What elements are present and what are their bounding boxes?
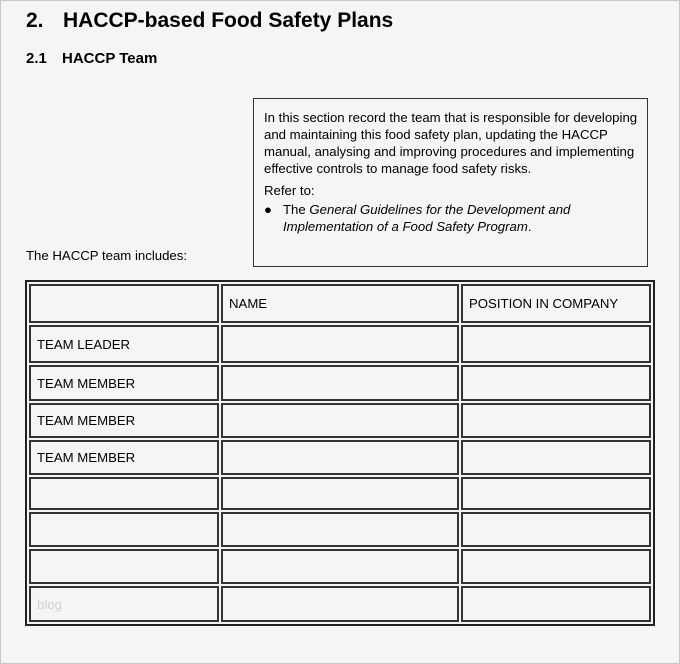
table-row bbox=[29, 365, 651, 401]
name-cell[interactable] bbox=[221, 403, 459, 438]
instruction-text: In this section record the team that is responsible for developing and maintaining this food safety plan, updating the HACCP manual, analysing and improving procedures and implementing effective controls to manage food safety risks. bbox=[264, 110, 638, 176]
role-cell: TEAM MEMBER bbox=[29, 440, 219, 475]
name-cell[interactable] bbox=[221, 440, 459, 475]
name-cell[interactable] bbox=[221, 325, 459, 363]
table-row bbox=[29, 440, 651, 475]
role-cell[interactable] bbox=[29, 512, 219, 547]
header-cell-name: NAME bbox=[221, 284, 459, 323]
instruction-box bbox=[253, 98, 648, 267]
table-row bbox=[29, 325, 651, 363]
watermark-text: blog bbox=[29, 586, 219, 622]
table-row bbox=[29, 586, 651, 622]
subsection-number: 2.1 bbox=[26, 50, 47, 67]
table-row bbox=[29, 512, 651, 547]
role-cell[interactable] bbox=[29, 477, 219, 510]
reference-title: General Guidelines for the Development and Implementation of a Food Safety Program bbox=[283, 202, 571, 234]
bullet-icon: ● bbox=[264, 202, 272, 217]
subsection-heading bbox=[26, 50, 157, 67]
name-cell[interactable] bbox=[221, 549, 459, 584]
role-cell: TEAM MEMBER bbox=[29, 365, 219, 401]
position-cell[interactable] bbox=[461, 586, 651, 622]
section-number: 2. bbox=[26, 9, 44, 32]
role-cell: TEAM LEADER bbox=[29, 325, 219, 363]
haccp-team-table bbox=[25, 280, 655, 626]
header-cell-role bbox=[29, 284, 219, 323]
table-row bbox=[29, 477, 651, 510]
position-cell[interactable] bbox=[461, 512, 651, 547]
name-cell[interactable] bbox=[221, 477, 459, 510]
role-cell: TEAM MEMBER bbox=[29, 403, 219, 438]
refer-to-label: Refer to: bbox=[264, 183, 315, 198]
reference-prefix: The bbox=[283, 202, 310, 217]
table-row bbox=[29, 549, 651, 584]
reference-list bbox=[264, 201, 647, 235]
name-cell[interactable] bbox=[221, 586, 459, 622]
reference-suffix: . bbox=[527, 219, 532, 234]
header-cell-position: POSITION IN COMPANY bbox=[461, 284, 651, 323]
name-cell[interactable] bbox=[221, 365, 459, 401]
table-row bbox=[29, 403, 651, 438]
position-cell[interactable] bbox=[461, 549, 651, 584]
position-cell[interactable] bbox=[461, 365, 651, 401]
role-cell[interactable] bbox=[29, 549, 219, 584]
position-cell[interactable] bbox=[461, 477, 651, 510]
position-cell[interactable] bbox=[461, 440, 651, 475]
section-title: HACCP-based Food Safety Plans bbox=[63, 9, 394, 32]
team-intro-text: The HACCP team includes: bbox=[26, 248, 188, 263]
name-cell[interactable] bbox=[221, 512, 459, 547]
position-cell[interactable] bbox=[461, 403, 651, 438]
position-cell[interactable] bbox=[461, 325, 651, 363]
section-heading bbox=[26, 9, 393, 33]
subsection-title: HACCP Team bbox=[62, 50, 158, 67]
reference-item bbox=[264, 201, 647, 235]
table-header-row bbox=[29, 284, 651, 323]
